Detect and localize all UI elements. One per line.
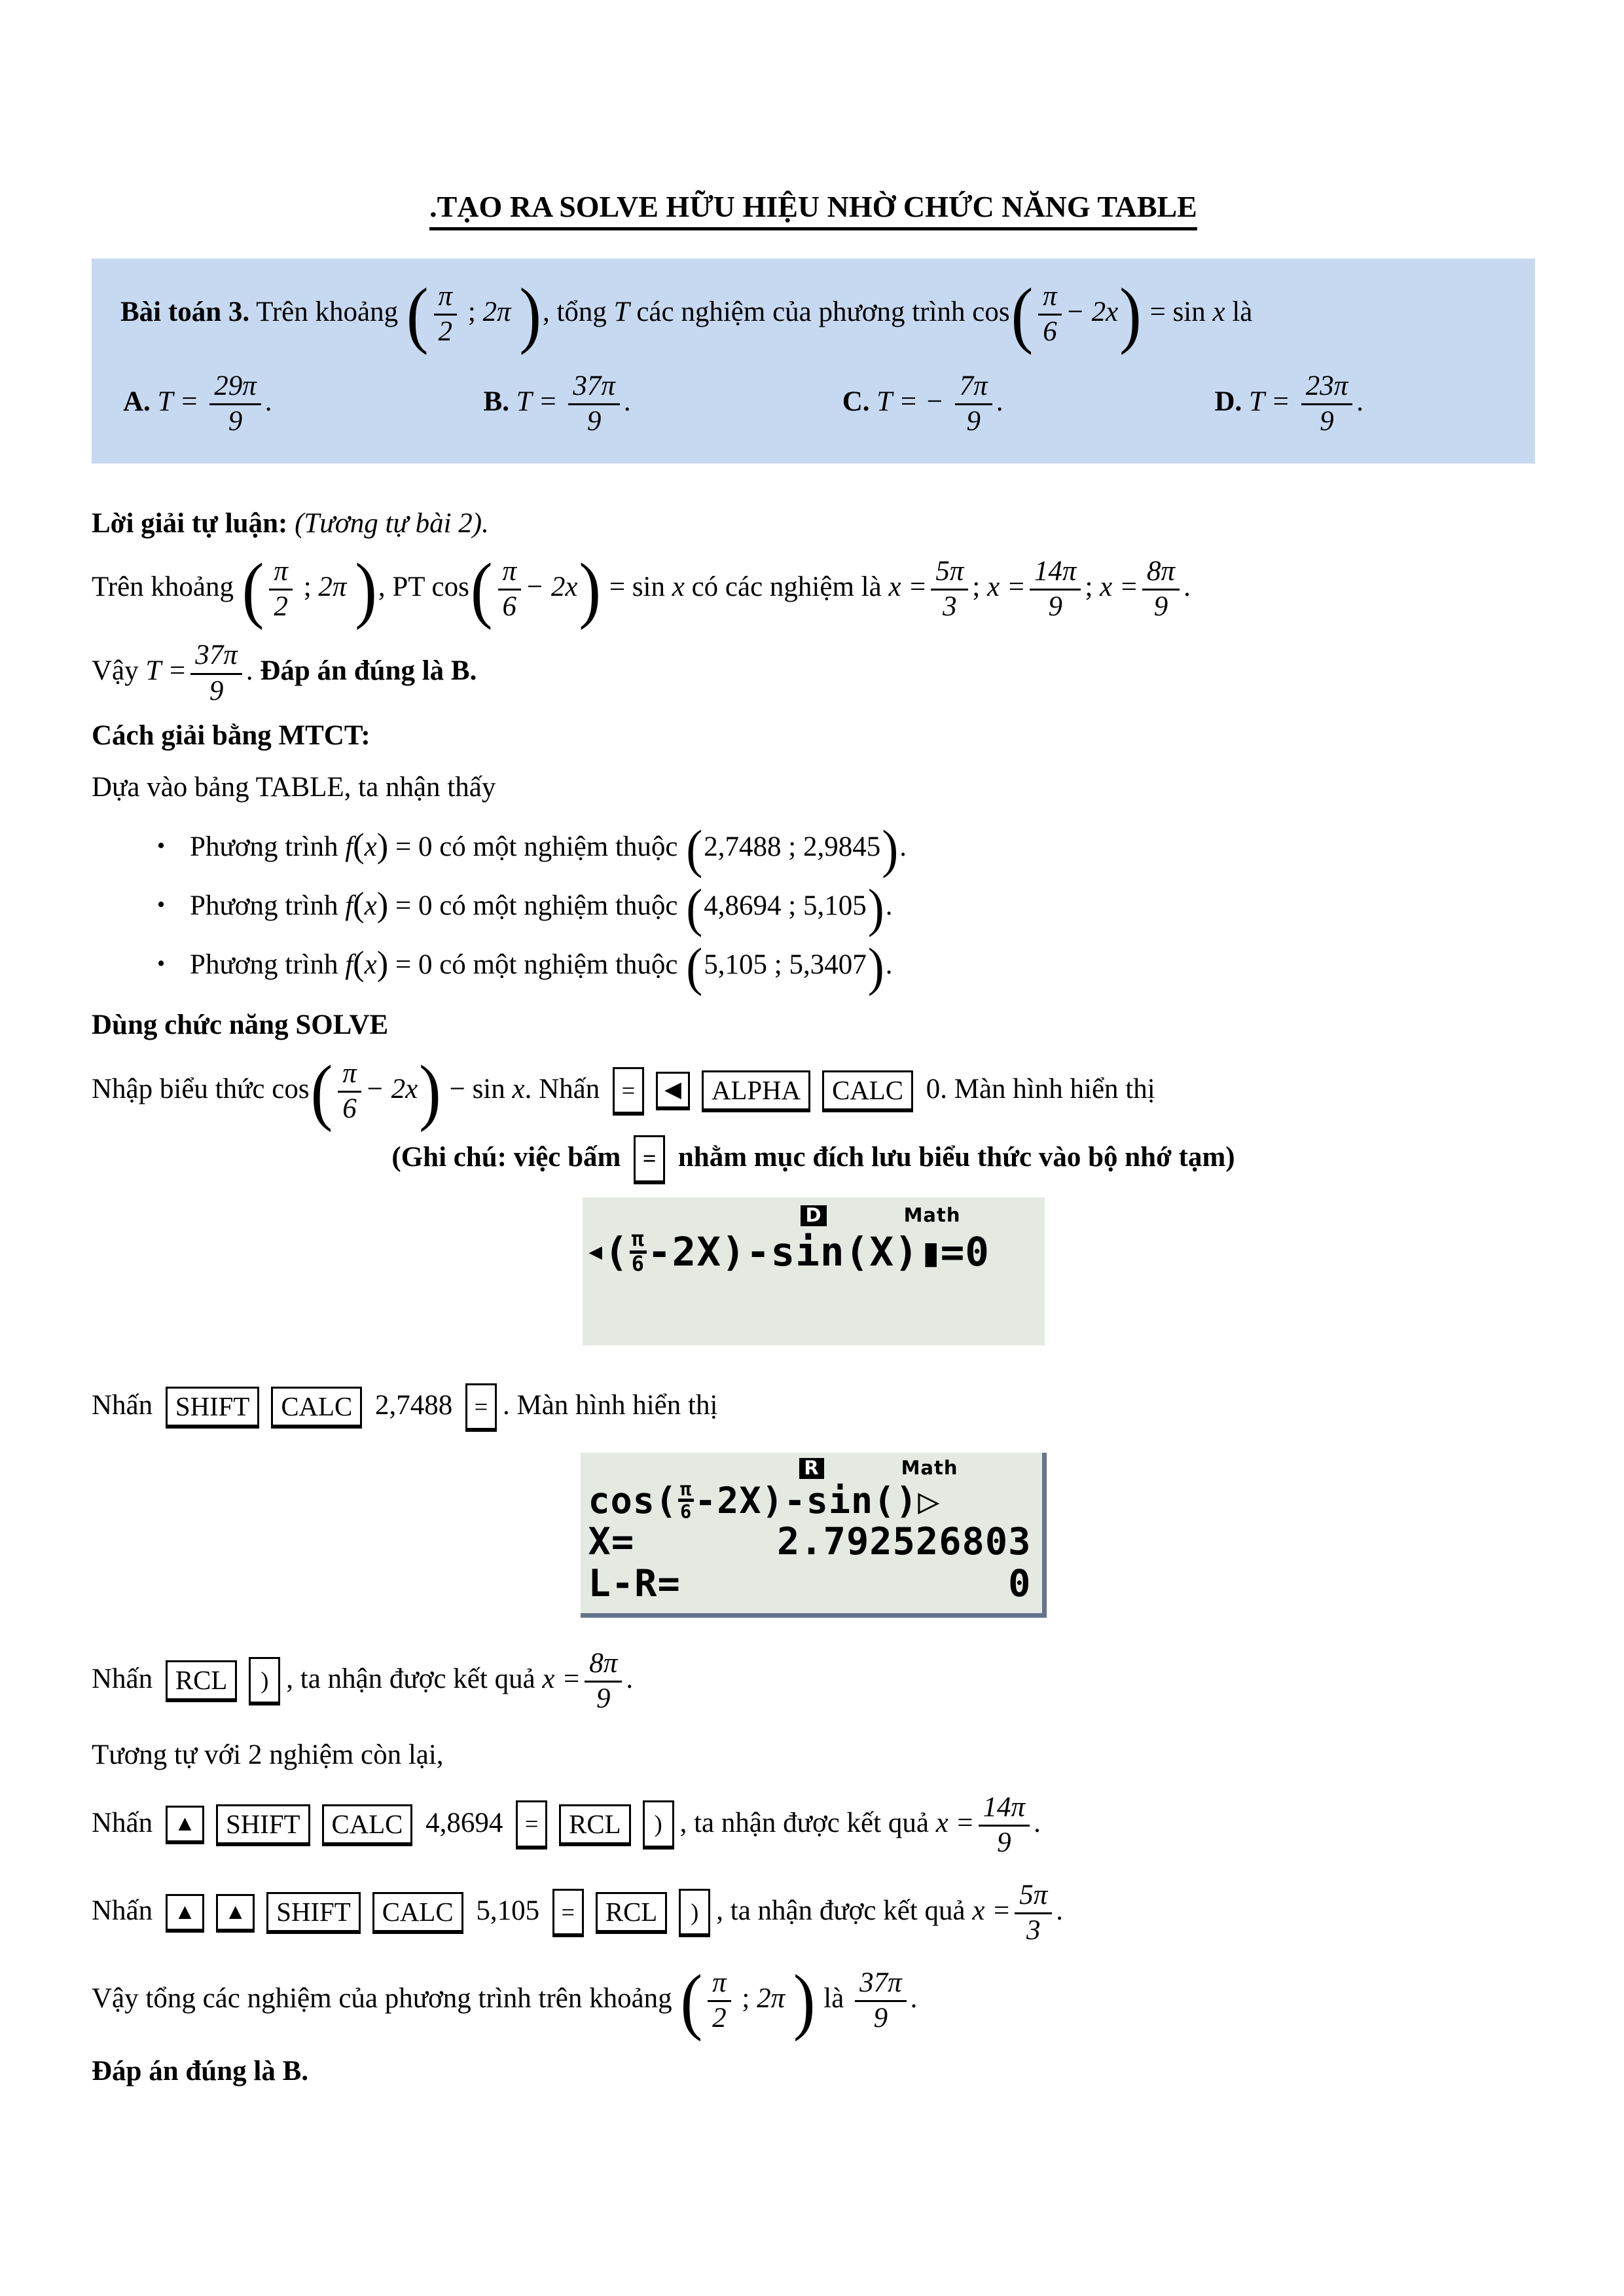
text-run: các nghiệm của phương trình <box>636 297 965 328</box>
left-paren: ( <box>353 827 365 866</box>
text-run: 2 <box>438 316 453 348</box>
text-run: T = − <box>876 386 944 417</box>
shift-key: SHIFT <box>166 1387 259 1429</box>
problem-box <box>92 259 1535 464</box>
text-run: 2 <box>274 591 288 623</box>
text-run: C. <box>842 386 870 417</box>
fraction <box>955 371 992 437</box>
step-line <box>92 1383 1535 1432</box>
text-run: Phương trình <box>190 831 338 863</box>
text-run: π <box>498 556 522 591</box>
text-run: 2π <box>482 297 511 328</box>
text-run: 3 <box>943 591 957 623</box>
text-run: 14π <box>1030 556 1081 591</box>
math-var: x <box>364 890 377 922</box>
calculator-expression <box>588 1479 1032 1522</box>
math-var: x <box>364 949 377 981</box>
text-run: Phương trình f(x) = 0 có một nghiệm thuộc (5,105 ; 5,3407). <box>190 938 893 996</box>
fraction <box>338 1058 361 1125</box>
calculator-statusbar <box>588 1458 1032 1479</box>
interval-values: 2,7488 ; 2,9845 <box>704 831 881 863</box>
text-run: . <box>245 655 253 687</box>
math-func: cos <box>272 1073 310 1104</box>
text-run: π <box>1038 281 1062 316</box>
text-run: . <box>1056 1895 1064 1926</box>
fraction <box>434 281 458 348</box>
text-run: T = <box>157 386 199 417</box>
text-run: 9 <box>1048 591 1062 623</box>
text-run: có một nghiệm thuộc <box>439 831 678 863</box>
calculator-screen-1 <box>583 1197 1045 1345</box>
text-run: là <box>1232 297 1253 328</box>
text-run: 9 <box>586 405 602 437</box>
math-run: = sin <box>609 572 665 603</box>
calc-key: CALC <box>322 1804 413 1846</box>
text-run: . <box>910 1983 918 2014</box>
fraction <box>1142 556 1180 623</box>
text-run: , ta nhận được kết quả <box>286 1664 535 1695</box>
replay-left-key: ◀ <box>656 1072 690 1110</box>
fraction <box>498 556 522 623</box>
x-label: X= <box>588 1520 635 1564</box>
math-var: x <box>364 831 377 863</box>
equals-key: = <box>516 1800 547 1850</box>
math-run: x = <box>542 1664 581 1695</box>
text-run: 6 <box>502 591 517 623</box>
text-run: . <box>899 831 907 863</box>
text-run: 37π <box>855 1967 907 2002</box>
x-value: 2.792526803 <box>777 1520 1032 1564</box>
text-run: 9 <box>1153 591 1168 623</box>
answer-options <box>120 371 1506 437</box>
fraction <box>979 1792 1030 1859</box>
text-run: π <box>269 556 293 591</box>
text-run: T = <box>516 386 558 417</box>
text-run: 6 <box>631 1252 645 1276</box>
rcl-key: RCL <box>559 1804 630 1846</box>
fraction <box>568 371 620 437</box>
text-run: Trên khoảng <box>92 572 234 603</box>
fraction <box>209 371 261 437</box>
solution-line: Trên khoảng ( $\frac{\pi}{2}$ ; 2π ), PT cos( $\frac{\pi}{6}$ − 2x) = sin x có các nghiệm là x = $\frac{5\pi}{3}$ ; x = $\frac{14\pi}{9}$ ; x = $\frac{8\pi}{9}$ . <box>92 548 1191 631</box>
solve-heading: Dùng chức năng SOLVE <box>92 1010 389 1041</box>
text-run: , ta nhận được kết quả <box>679 1807 929 1838</box>
text-run: 9 <box>228 405 243 437</box>
text-run: 29π <box>209 371 261 405</box>
value-run: 2,7488 <box>374 1389 453 1421</box>
option-a <box>123 371 272 437</box>
text-run: Vậy <box>92 655 139 687</box>
fraction <box>190 640 242 706</box>
scroll-right-icon: ▷ <box>918 1479 941 1522</box>
right-paren: ) <box>376 945 389 983</box>
text-run: Nhập biểu thức <box>92 1073 265 1104</box>
text-run: , PT <box>378 572 425 603</box>
text-run: T = <box>1249 386 1290 417</box>
text-run: -sin(X) <box>746 1228 919 1275</box>
rad-indicator: R <box>799 1458 823 1479</box>
page-title-text: .TẠO RA SOLVE HỮU HIỆU NHỜ CHỨC NĂNG TABLE <box>429 190 1197 230</box>
text-run: 6 <box>679 1501 693 1523</box>
interval-values: 5,105 ; 5,3407 <box>704 949 867 981</box>
math-run: − 2x <box>365 1073 418 1104</box>
page-title <box>92 189 1535 225</box>
text-run: ; <box>303 572 312 603</box>
text-run: π <box>630 1229 647 1254</box>
bullet-item <box>157 820 1535 879</box>
calculator-statusbar <box>589 1205 1034 1226</box>
rparen-key: ) <box>679 1889 710 1938</box>
fraction <box>855 1967 907 2034</box>
equals-key: = <box>552 1889 584 1938</box>
text-run: là <box>823 1983 844 2014</box>
text-run: , ta nhận được kết quả <box>716 1895 965 1926</box>
calculator-screen-2 <box>581 1453 1047 1618</box>
calculator-expression <box>589 1229 1034 1276</box>
calc-key: CALC <box>372 1892 463 1934</box>
math-run: = 0 <box>395 831 433 863</box>
text-run: Phương trình f(x) = 0 có một nghiệm thuộc (4,8694 ; 5,105). <box>190 879 893 938</box>
math-run: x = <box>972 1895 1011 1926</box>
fraction <box>585 1648 622 1715</box>
text-run: . <box>626 1664 634 1695</box>
math-run: x = <box>987 572 1026 603</box>
text-run: nhằm mục đích lưu biểu thức vào bộ nhớ tạm) <box>677 1142 1235 1173</box>
fraction <box>269 556 293 623</box>
rcl-key: RCL <box>166 1660 237 1702</box>
text-run: Lời giải tự luận: <box>92 507 288 539</box>
text-run: có một nghiệm thuộc <box>439 949 678 981</box>
text-run: , tổng <box>542 297 607 328</box>
text-run: cos( <box>588 1479 677 1522</box>
text-run: Nhấn <box>92 1895 153 1926</box>
shift-key: SHIFT <box>216 1804 310 1846</box>
text-run: Phương trình f(x) = 0 có một nghiệm thuộc (2,7488 ; 2,9845). <box>190 820 907 879</box>
fraction <box>1030 556 1081 623</box>
fraction <box>1038 281 1062 348</box>
text-run: . <box>1183 572 1191 603</box>
text-run: 2 <box>712 2003 727 2034</box>
text-run: 9 <box>1320 405 1334 437</box>
final-answer: Đáp án đúng là B. <box>92 2055 309 2086</box>
text-run: π <box>708 1967 731 2002</box>
lr-value: 0 <box>1008 1562 1032 1606</box>
text-run: π <box>434 281 458 316</box>
math-func: cos <box>431 572 469 603</box>
text-run: -2X <box>647 1228 722 1275</box>
step-line <box>92 1792 1535 1859</box>
math-run: x = <box>1100 572 1139 603</box>
fraction <box>1301 371 1353 437</box>
text-run: 23π <box>1301 371 1353 405</box>
equals-key: = <box>634 1135 665 1184</box>
text-run: 7π <box>955 371 992 405</box>
text-run: 2π <box>318 572 347 603</box>
left-paren: ( <box>353 886 365 924</box>
text-run: . Nhấn <box>524 1073 600 1104</box>
left-paren: ( <box>353 945 365 983</box>
math-run: x = <box>888 572 928 603</box>
option-d <box>1214 371 1363 437</box>
text-run: (Tương tự bài 2). <box>295 507 489 539</box>
right-paren: ) <box>376 827 389 866</box>
text-run: 6 <box>1043 316 1057 348</box>
equals-key: = <box>465 1383 497 1432</box>
fraction <box>678 1479 694 1522</box>
text-run: có các nghiệm là <box>691 572 882 603</box>
calc-key: CALC <box>271 1387 362 1429</box>
up-arrow-key: ▲ <box>216 1894 255 1933</box>
text-run: . <box>996 386 1003 417</box>
problem-label: Bài toán 3. <box>120 297 250 328</box>
text-run: Nhấn <box>92 1807 153 1838</box>
text-run: 5π <box>1015 1880 1052 1914</box>
up-arrow-key: ▲ <box>166 1894 204 1933</box>
solve-note <box>92 1135 1535 1184</box>
equals-key: = <box>613 1067 644 1116</box>
text-run: 14π <box>979 1792 1030 1827</box>
text-run: 37π <box>568 371 620 405</box>
text-run: -2X)-sin() <box>695 1479 918 1522</box>
math-run: − sin <box>449 1073 505 1104</box>
interval-values: 4,8694 ; 5,105 <box>704 890 867 922</box>
conclusion-line: Vậy tổng các nghiệm của phương trình trên khoảng ( $\frac{\pi}{2}$ ; 2π ) là $\frac{37\pi}{9}$ . <box>92 1959 918 2043</box>
text-run: D. <box>1214 386 1242 417</box>
bullet-item <box>157 879 1535 938</box>
math-func: cos <box>972 297 1010 328</box>
text-run: 0. Màn hình hiển thị <box>926 1073 1155 1104</box>
text-run: . <box>623 386 631 417</box>
calc-key: CALC <box>822 1070 913 1112</box>
text-run: Vậy tổng các nghiệm của phương trình trên khoảng <box>92 1983 672 2014</box>
math-var: f <box>345 890 353 922</box>
text-run: ; <box>742 1983 750 2014</box>
text-run: 9 <box>997 1827 1011 1858</box>
up-arrow-key: ▲ <box>166 1806 204 1844</box>
text-run: . Màn hình hiển thị <box>502 1389 718 1421</box>
text-run: 2π <box>757 1983 785 2014</box>
text-run: . <box>885 890 893 922</box>
rparen-key: ) <box>249 1657 280 1706</box>
text-run: Phương trình <box>190 890 338 922</box>
text-run: π <box>678 1479 694 1502</box>
math-var: f <box>345 949 353 981</box>
alpha-key: ALPHA <box>702 1070 810 1112</box>
text-run: Nhấn <box>92 1389 153 1421</box>
text-run: (Ghi chú: việc bấm <box>391 1142 621 1173</box>
text-run: . <box>885 949 893 981</box>
fraction <box>931 556 968 623</box>
text-run: có một nghiệm thuộc <box>439 890 678 922</box>
text-run: 8π <box>585 1648 622 1683</box>
answer-statement: Đáp án đúng là B. <box>260 655 477 687</box>
text-run: ; <box>467 297 476 328</box>
text-run: π <box>338 1058 361 1093</box>
text-run: . <box>1356 386 1363 417</box>
text-run: Nhấn <box>92 1664 153 1695</box>
bullet-icon: • <box>157 951 166 976</box>
scroll-left-icon: ◀ <box>588 1239 603 1266</box>
text-run: 9 <box>209 675 224 706</box>
bullet-item <box>157 938 1535 996</box>
math-var: T <box>613 297 630 328</box>
math-run: x = <box>935 1807 975 1838</box>
text-run: 8π <box>1142 556 1180 591</box>
text-run: . <box>264 386 272 417</box>
fraction <box>708 1967 731 2034</box>
option-b <box>484 371 631 437</box>
math-run: = 0 <box>395 949 433 981</box>
math-var: x <box>672 572 685 603</box>
solution-heading <box>92 504 1535 543</box>
mtct-heading: Cách giải bằng MTCT: <box>92 720 370 751</box>
calculator-x-row <box>588 1522 1032 1563</box>
text-run: 9 <box>596 1683 611 1715</box>
option-c <box>842 371 1003 437</box>
math-mode-label: Math <box>903 1203 961 1226</box>
text-run: 9 <box>873 2003 888 2034</box>
bullet-icon: • <box>157 892 166 917</box>
lr-label: L-R= <box>588 1562 681 1606</box>
text-run: B. <box>483 386 509 417</box>
text-run: ( <box>604 1228 629 1275</box>
text-run: ) <box>721 1228 746 1275</box>
value-run: 5,105 <box>476 1895 540 1926</box>
bullet-icon: • <box>157 833 166 858</box>
math-run: = sin <box>1149 297 1206 328</box>
fraction <box>1015 1880 1052 1946</box>
text-run: 5π <box>931 556 968 591</box>
fraction <box>630 1229 647 1276</box>
text-run: =0 <box>940 1228 990 1275</box>
math-var: f <box>345 831 353 863</box>
solution-conclusion <box>92 640 1535 706</box>
problem-statement: Bài toán 3. Trên khoảng ( $\frac{\pi}{2}$ ; 2π ), tổng T các nghiệm của phương trình cos( $\frac{\pi}{6}$ − 2x) = sin x là <box>120 273 1253 356</box>
deg-indicator: D <box>801 1205 826 1226</box>
math-mode-label: Math <box>901 1457 958 1480</box>
text-run: Trên khoảng <box>256 297 399 328</box>
value-run: 4,8694 <box>425 1807 503 1838</box>
similar-line: Tương tự với 2 nghiệm còn lại, <box>92 1740 444 1771</box>
step-line <box>92 1648 1535 1715</box>
math-run: T = <box>145 655 187 687</box>
right-paren: ) <box>376 886 389 924</box>
rcl-key: RCL <box>596 1892 667 1934</box>
math-var: x <box>1212 297 1225 328</box>
text-run: 3 <box>1026 1915 1041 1946</box>
calculator-lr-row <box>588 1563 1032 1605</box>
text-run: . <box>1034 1807 1041 1838</box>
text-run: ; <box>1085 572 1093 603</box>
text-run: A. <box>123 386 151 417</box>
text-run: Phương trình <box>190 949 338 981</box>
math-run: − 2x <box>1065 297 1119 328</box>
shift-key: SHIFT <box>266 1892 360 1934</box>
text-run: 6 <box>342 1093 357 1124</box>
table-intro: Dựa vào bảng TABLE, ta nhận thấy <box>92 772 496 803</box>
math-run: − 2x <box>525 572 578 603</box>
solve-input-line: Nhập biểu thức cos( $\frac{\pi}{6}$ − 2x) − sin x. Nhấn = ◀ ALPHA CALC 0. Màn hình hiển thị <box>92 1050 1155 1133</box>
rparen-key: ) <box>643 1800 674 1850</box>
step-line <box>92 1880 1535 1946</box>
text-run: ; <box>972 572 981 603</box>
math-run: = 0 <box>395 890 433 922</box>
cursor-block: ▮ <box>918 1228 943 1275</box>
math-var: x <box>512 1073 525 1104</box>
text-run: 9 <box>966 405 981 437</box>
text-run: 37π <box>190 640 242 674</box>
